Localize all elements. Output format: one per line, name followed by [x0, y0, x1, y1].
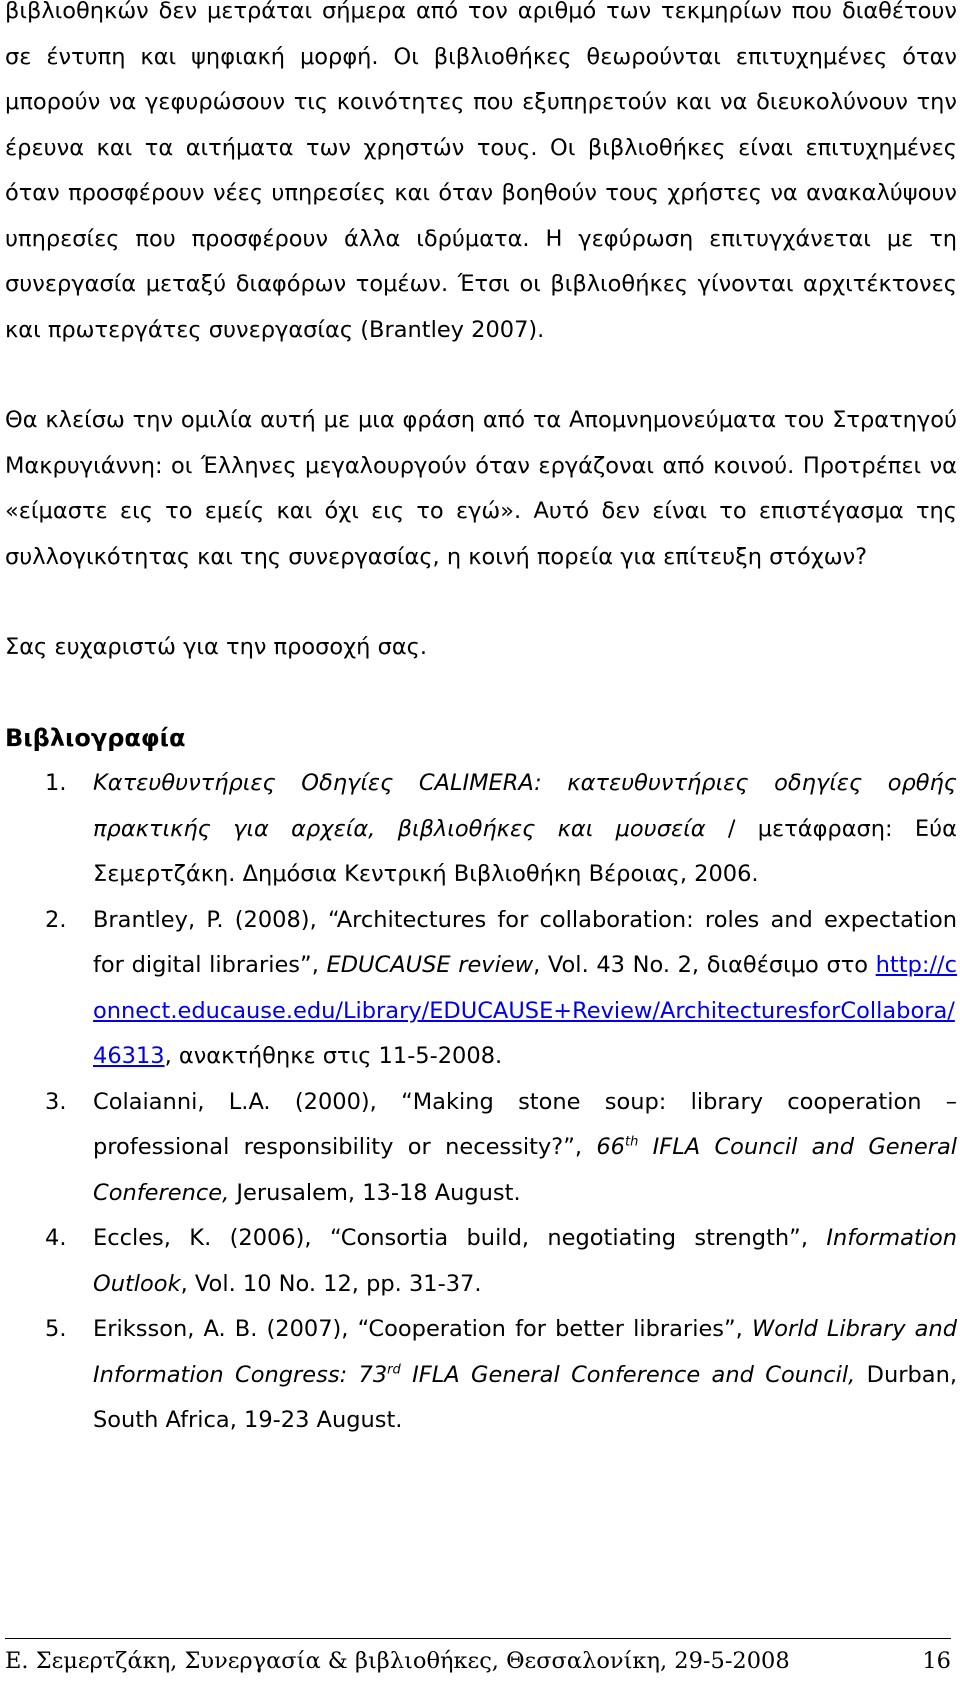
bibliography-item	[5, 761, 957, 898]
bibliography-item	[5, 898, 957, 1080]
item-details: , Vol. 10 No. 12, pp. 31-37.	[180, 1270, 482, 1297]
item-details: , Vol. 43 No. 2, διαθέσιμο στο	[533, 952, 876, 978]
item-author-title: Brantley, P. (2008), “Architectures for collaboration: roles and expectation for digital libraries”,	[93, 906, 957, 978]
page-footer	[5, 1638, 951, 1674]
paragraph-makrygiannis-quote: Θα κλείσω την ομιλία αυτή με μια φράση από τα Απομνημονεύματα του Στρατηγού Μακρυγιάννη: οι Έλληνες μεγαλουργούν όταν εργάζοναι από κοινού. Προτρέπει να «είμαστε εις το εμείς και όχι εις το εγώ». Αυτό δεν είναι το επιστέγασμα της συλλογικότητας και της συνεργασίας, η κοινή πορεία για επίτευξη στόχων?	[5, 407, 957, 570]
item-details: / μετάφραση: Εύα Σεμερτζάκη. Δημόσια Κεντρική Βιβλιοθήκη Βέροιας, 2006.	[93, 815, 957, 887]
item-author-title: Eriksson, A. B. (2007), “Cooperation for better libraries”,	[93, 1316, 752, 1342]
item-details: Durban, South Africa, 19-23 August.	[93, 1361, 957, 1433]
document-page	[5, 0, 957, 1444]
item-number: 5.	[45, 1316, 67, 1342]
item-conference: IFLA General Conference and Council,	[400, 1361, 856, 1388]
reference-link[interactable]: http://connect.educause.edu/Library/EDUCAUSE+Review/ArchitecturesforCollabora/46313	[93, 952, 957, 1069]
footer-citation: Ε. Σεμερτζάκη, Συνεργασία & βιβλιοθήκες, Θεσσαλονίκη, 29-5-2008	[5, 1648, 790, 1674]
item-journal: Information Outlook	[93, 1225, 957, 1297]
bibliography-item	[5, 1080, 957, 1217]
bibliography-list	[5, 761, 957, 1444]
page-number: 16	[922, 1648, 951, 1674]
item-conference: IFLA Council and General Conference,	[93, 1134, 957, 1206]
item-number: 3.	[45, 1088, 67, 1115]
item-author-title: Colaianni, L.A. (2000), “Making stone soup: library cooperation – professional responsibility or necessity?”,	[93, 1088, 957, 1160]
paragraph-thanks: Σας ευχαριστώ για την προσοχή σας.	[5, 634, 428, 660]
item-retrieved: , ανακτήθηκε στις 11-5-2008.	[164, 1043, 503, 1069]
paragraph-gap	[5, 353, 957, 398]
item-number: 1.	[45, 770, 67, 796]
item-details: Jerusalem, 13-18 August.	[229, 1179, 521, 1206]
item-ordinal: 66	[596, 1134, 625, 1160]
paragraph-libraries-success: βιβλιοθηκών δεν μετράται σήμερα από τον αριθμό των τεκμηρίων που διαθέτουν σε έντυπη και ψηφιακή μορφή. Οι βιβλιοθήκες θεωρούνται επιτυχημένες όταν μπορούν να γεφυρώσουν τις κοινότητες που εξυπηρετούν και να διευκολύνουν την έρευνα και τα αιτήματα των χρηστών τους. Οι βιβλιοθήκες είναι επιτυχημένες όταν προσφέρουν νέες υπηρεσίες και όταν βοηθούν τους χρήστες να ανακαλύψουν υπηρεσίες που προσφέρουν άλλα ιδρύματα. Η γεφύρωση επιτυγχάνεται με τη συνεργασία μεταξύ διαφόρων τομέων. Έτσι οι βιβλιοθήκες γίνονται αρχιτέκτονες και πρωτεργάτες συνεργασίας (Brantley 2007).	[5, 0, 957, 343]
item-ordinal-suffix: th	[624, 1134, 639, 1150]
item-author-title: Eccles, K. (2006), “Consortia build, negotiating strength”,	[93, 1225, 827, 1251]
item-congress: World Library and Information Congress: 73	[93, 1316, 958, 1388]
item-title: Κατευθυντήριες Οδηγίες CALIMERA: κατευθυντήριες οδηγίες ορθής πρακτικής για αρχεία, βιβλιοθήκες και μουσεία	[93, 770, 957, 842]
item-number: 2.	[45, 906, 67, 933]
bibliography-heading: Βιβλιογραφία	[5, 723, 186, 752]
item-journal: EDUCAUSE review	[326, 952, 534, 978]
item-number: 4.	[45, 1225, 67, 1251]
paragraph-gap	[5, 580, 957, 625]
paragraph-gap	[5, 671, 957, 716]
bibliography-item	[5, 1216, 957, 1307]
item-ordinal-suffix: rd	[387, 1362, 401, 1377]
bibliography-item	[5, 1307, 957, 1444]
